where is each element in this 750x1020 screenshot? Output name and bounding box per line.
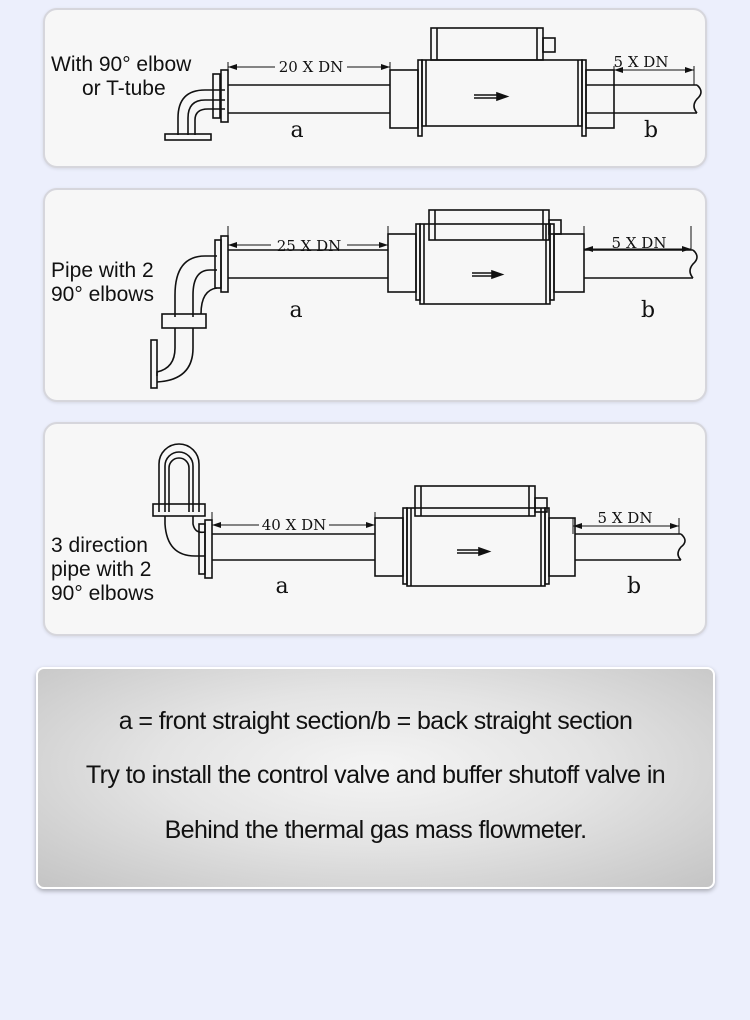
fitting-label-line: With 90° elbow — [51, 53, 192, 76]
dimension-a-label: 25 X DN — [276, 237, 342, 255]
dimension-a-label: 20 X DN — [278, 58, 344, 76]
dimension-b-label: 5 X DN — [597, 509, 653, 527]
section-a-marker: a — [275, 574, 289, 599]
note-line-flowmeter: Behind the thermal gas mass flowmeter. — [164, 816, 587, 844]
section-b-marker: b — [643, 118, 659, 143]
fitting-label — [51, 534, 154, 606]
dimension-a-label: 40 X DN — [261, 516, 327, 534]
diagram-panel-three-direction — [43, 422, 707, 636]
section-b-marker: b — [640, 298, 656, 323]
fitting-label-line: pipe with 2 — [51, 558, 152, 581]
section-b-marker: b — [626, 574, 642, 599]
section-a-marker: a — [290, 118, 304, 143]
section-a-marker: a — [289, 298, 303, 323]
fitting-label-line: or T-tube — [82, 77, 166, 100]
note-line-valve-advice: Try to install the control valve and buffer shutoff valve in — [85, 761, 666, 789]
fitting-label-line: 90° elbows — [51, 582, 154, 605]
installation-note — [36, 667, 715, 889]
fitting-label-line: 3 direction — [51, 534, 148, 557]
fitting-label-line: 90° elbows — [51, 283, 154, 306]
dimension-b-label: 5 X DN — [611, 234, 667, 252]
fitting-label — [51, 259, 154, 307]
fitting-label — [51, 53, 191, 101]
diagram-panel-elbow — [43, 8, 707, 168]
dimension-b-label: 5 X DN — [613, 53, 669, 71]
note-line-definitions: a = front straight section/b = back straight section — [118, 707, 633, 735]
diagram-panel-two-elbows — [43, 188, 707, 402]
fitting-label-line: Pipe with 2 — [51, 259, 154, 282]
